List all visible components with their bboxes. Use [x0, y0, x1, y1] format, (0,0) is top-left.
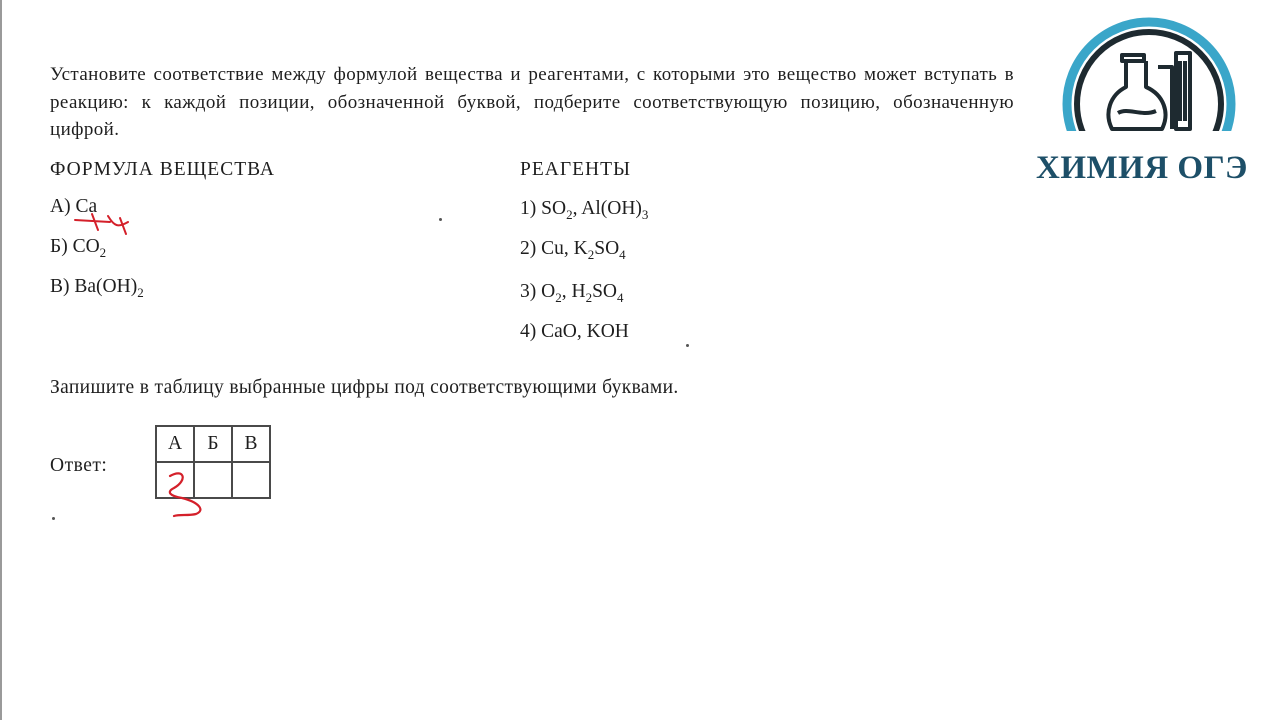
subscript: 2 [585, 290, 593, 305]
substance-item-key: Б) [50, 236, 68, 257]
reagent-item-key: 3) [520, 281, 537, 302]
reagent-formula-b: KOH [586, 321, 629, 342]
reagent-formula-b2: SO [594, 238, 620, 259]
reagent-formula-b: Al(OH) [581, 198, 642, 219]
reagent-formula-b2: SO [592, 281, 617, 302]
reagent-item-3 [520, 281, 624, 303]
chemistry-flask-icon [1062, 17, 1236, 133]
speck [439, 218, 442, 221]
reagent-formula-a: CaO, [541, 321, 582, 342]
reagent-item-key: 4) [520, 321, 537, 342]
subscript: 2 [587, 247, 595, 262]
speck [52, 517, 55, 520]
subscript: 2 [555, 290, 562, 305]
substance-item-key: А) [50, 196, 71, 217]
reagent-formula-a: O [541, 281, 556, 302]
substance-item-formula: Ba(OH) [74, 276, 138, 297]
reagent-formula-a: Cu, [541, 238, 569, 259]
task-statement: Установите соответствие между формулой вещества и реагентами, с которыми это вещество может вступать в реакцию: к каждой позиции, обозначенной буквой, подберите соответствующую позицию, обозначенную цифрой. [50, 64, 1014, 140]
handwritten-digit-icon [160, 468, 220, 528]
reagent-formula-a: SO [541, 198, 567, 219]
subscript: 2 [99, 245, 107, 260]
subscript: 4 [617, 290, 624, 305]
reagent-item-key: 1) [520, 198, 537, 219]
reagent-item-4 [520, 321, 629, 343]
reagent-formula-b: H [571, 281, 586, 302]
substance-item-formula: Ca [75, 196, 98, 217]
substance-item-formula: CO [72, 236, 100, 257]
subscript: 2 [137, 285, 144, 300]
page-left-border [0, 0, 2, 720]
reagent-item-2 [520, 238, 626, 260]
reagent-comma: , [561, 281, 567, 302]
reagent-comma: , [572, 198, 578, 219]
subscript: 3 [641, 207, 649, 222]
substance-item-c [50, 276, 144, 298]
table-instruction: Запишите в таблицу выбранные цифры под соответствующими буквами. [50, 377, 679, 398]
substance-item-key: В) [50, 276, 70, 297]
reagent-item-1 [520, 198, 648, 220]
answer-header-c: В [232, 426, 270, 462]
answer-cell-c[interactable] [232, 462, 270, 498]
logo-title: ХИМИЯ ОГЭ [1036, 150, 1248, 186]
substance-formula-heading: ФОРМУЛА ВЕЩЕСТВА [50, 159, 275, 180]
reagent-formula-b: K [573, 238, 588, 259]
answer-label: Ответ: [50, 455, 108, 476]
subscript: 2 [566, 207, 573, 222]
answer-header-b: Б [194, 426, 232, 462]
reagents-heading: РЕАГЕНТЫ [520, 159, 632, 180]
reagent-item-key: 2) [520, 238, 537, 259]
subscript: 4 [619, 247, 626, 262]
handwritten-mark-icon [70, 206, 140, 236]
substance-item-b [50, 236, 106, 258]
speck [686, 344, 689, 347]
answer-header-a: А [156, 426, 194, 462]
